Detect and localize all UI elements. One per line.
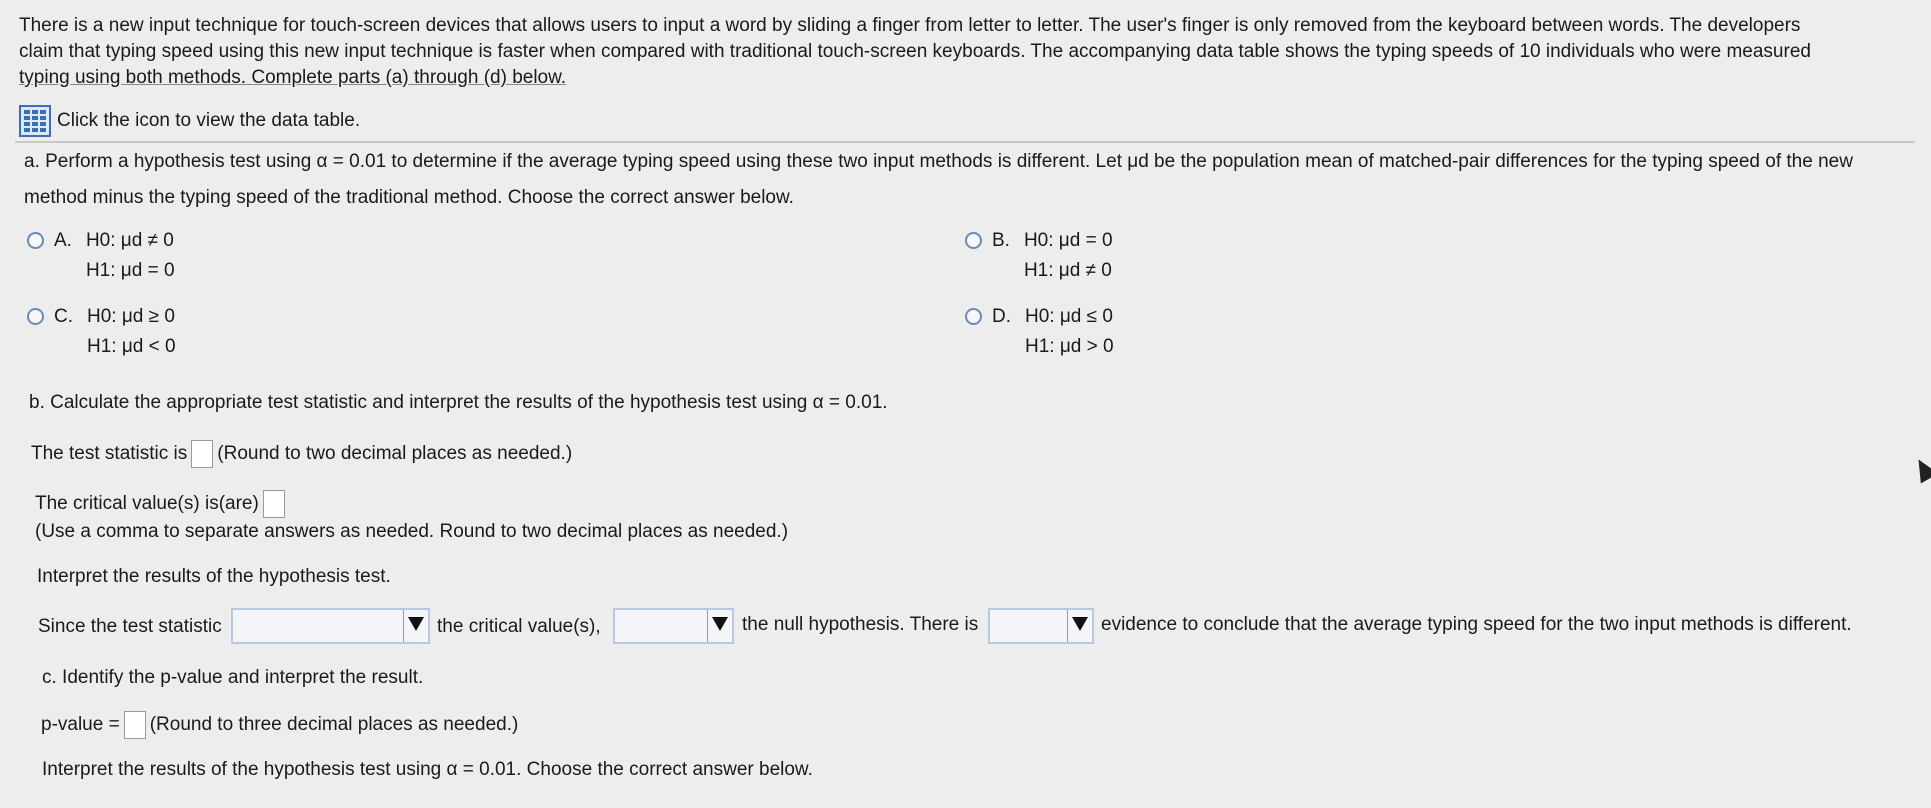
intro-line-2: claim that typing speed using this new input technique is faster when compared with traditional touch-screen keyboards. The accompanying data table shows the typing speeds of 10 individuals who were measured: [19, 41, 1811, 62]
data-table-icon[interactable]: [19, 105, 51, 137]
data-table-link-label[interactable]: Click the icon to view the data table.: [57, 110, 361, 131]
section-divider: [15, 141, 1915, 143]
part-b-heading: b. Calculate the appropriate test statistic and interpret the results of the hypothesis test using α = 0.01.: [29, 392, 888, 413]
critical-value-input[interactable]: [263, 490, 285, 518]
dropdown-arrow-box: [403, 610, 428, 642]
dropdown-arrow-box: [1067, 610, 1092, 642]
option-d-letter: D.: [992, 306, 1011, 327]
option-c-radio[interactable]: [27, 308, 44, 325]
option-d-h1: H1: μd > 0: [1025, 336, 1114, 357]
option-c-h0: H0: μd ≥ 0: [87, 306, 175, 327]
evidence-text: evidence to conclude that the average typing speed for the two input methods is different.: [1101, 614, 1852, 635]
chevron-down-icon: [1072, 617, 1088, 631]
option-a[interactable]: [27, 230, 175, 286]
chevron-down-icon: [712, 617, 728, 631]
part-a-line-1: a. Perform a hypothesis test using α = 0.01 to determine if the average typing speed using these two input methods is different. Let μd be the population mean of matched-pair differences for the typing speed of the new: [24, 151, 1853, 172]
option-b-letter: B.: [992, 230, 1010, 251]
option-c[interactable]: [27, 306, 176, 362]
since-label: Since the test statistic: [38, 616, 222, 637]
option-b[interactable]: [965, 230, 1113, 286]
null-hypothesis-decision-dropdown[interactable]: [613, 608, 734, 644]
option-d-radio[interactable]: [965, 308, 982, 325]
chevron-down-icon: [408, 617, 424, 631]
critical-text: the critical value(s),: [437, 616, 601, 637]
p-value-hint: (Round to three decimal places as needed.): [149, 714, 519, 735]
interpret-label: Interpret the results of the hypothesis test.: [37, 566, 391, 587]
option-c-h1: H1: μd < 0: [87, 336, 176, 357]
test-statistic-label: The test statistic is: [31, 443, 188, 464]
p-value-row: [41, 711, 518, 739]
part-c-heading: c. Identify the p-value and interpret the result.: [42, 667, 424, 688]
critical-value-hint: (Use a comma to separate answers as needed. Round to two decimal places as needed.): [35, 521, 789, 542]
test-statistic-hint: (Round to two decimal places as needed.): [217, 443, 573, 464]
p-value-input[interactable]: [124, 711, 146, 739]
option-b-radio[interactable]: [965, 232, 982, 249]
intro-line-1: There is a new input technique for touch-screen devices that allows users to input a word by sliding a finger from letter to letter. The user's finger is only removed from the keyboard between words. The developers: [19, 15, 1801, 36]
test-statistic-row: [31, 440, 572, 468]
option-b-h1: H1: μd ≠ 0: [1023, 260, 1112, 281]
p-value-label: p-value =: [41, 714, 120, 735]
critical-value-label: The critical value(s) is(are): [35, 493, 259, 514]
evidence-dropdown[interactable]: [988, 608, 1094, 644]
null-text: the null hypothesis. There is: [742, 614, 979, 635]
test-statistic-input[interactable]: [191, 440, 213, 468]
option-a-h0: H0: μd ≠ 0: [85, 230, 174, 251]
option-d[interactable]: [965, 306, 1114, 362]
test-statistic-comparison-dropdown[interactable]: [231, 608, 430, 644]
option-d-h0: H0: μd ≤ 0: [1025, 306, 1113, 327]
option-a-letter: A.: [54, 230, 72, 251]
option-c-letter: C.: [54, 306, 73, 327]
critical-value-row: [35, 490, 285, 518]
intro-line-3: typing using both methods. Complete parts (a) through (d) below.: [19, 67, 567, 88]
option-b-h0: H0: μd = 0: [1023, 230, 1113, 251]
option-a-radio[interactable]: [27, 232, 44, 249]
part-a-line-2: method minus the typing speed of the traditional method. Choose the correct answer below.: [24, 187, 794, 208]
data-table-link[interactable]: [19, 105, 360, 137]
dropdown-arrow-box: [707, 610, 732, 642]
problem-intro: [19, 13, 1899, 91]
option-a-h1: H1: μd = 0: [85, 260, 175, 281]
mouse-cursor-icon: [1910, 454, 1931, 483]
part-c-interpret: Interpret the results of the hypothesis test using α = 0.01. Choose the correct answer below.: [42, 759, 813, 780]
